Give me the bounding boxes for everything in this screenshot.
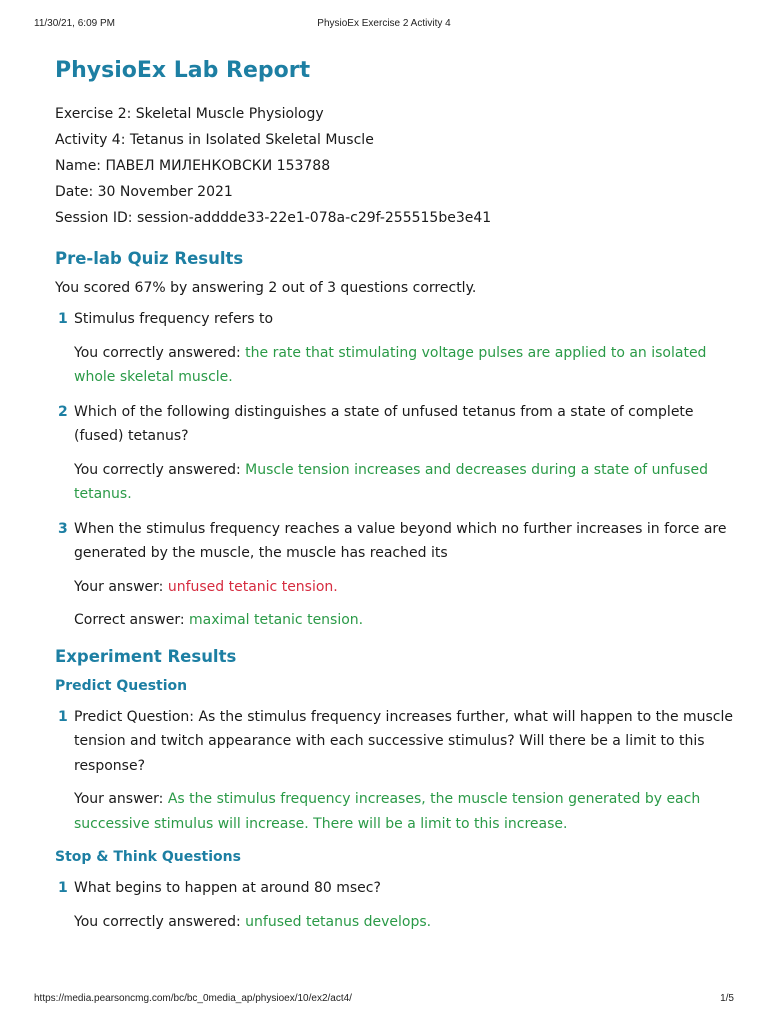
question-text: Stimulus frequency refers to xyxy=(74,311,274,327)
question-number: 1 xyxy=(58,311,68,327)
answer-line xyxy=(74,787,735,836)
correct-answer-text: maximal tetanic tension. xyxy=(189,612,364,628)
answer-text: As the stimulus frequency increases, the muscle tension generated by each successive stimulus will increase. There will be a limit to this increase. xyxy=(74,791,701,832)
lab-report xyxy=(55,55,735,944)
quiz-question xyxy=(55,400,735,507)
stop-think-heading: Stop & Think Questions xyxy=(55,849,241,865)
incorrect-answer-text: unfused tetanic tension. xyxy=(167,578,338,595)
quiz-question xyxy=(55,517,735,633)
question-text: Predict Question: As the stimulus frequency increases further, what will happen to the muscle tension and twitch appearance with each successive stimulus? Will there be a limit to this response? xyxy=(74,708,734,774)
question-number: 1 xyxy=(58,708,68,725)
correct-answer-line xyxy=(74,608,735,633)
answer-label: You correctly answered: xyxy=(74,913,246,930)
correct-answer-text: unfused tetanus develops. xyxy=(245,913,432,930)
question-number: 2 xyxy=(58,403,68,420)
question-text: When the stimulus frequency reaches a value beyond which no further increases in force are generated by the muscle, the muscle has reached its xyxy=(74,520,727,561)
answer-line xyxy=(74,458,735,507)
predict-heading: Predict Question xyxy=(55,677,188,694)
quiz-score: You scored 67% by answering 2 out of 3 questions correctly. xyxy=(55,280,477,296)
prelab-heading: Pre-lab Quiz Results xyxy=(55,249,244,268)
student-name: Name: ПАВЕЛ МИЛЕНКОВСКИ 153788 xyxy=(55,158,331,174)
answer-label: You correctly answered: xyxy=(74,344,246,361)
answer-line xyxy=(74,910,735,935)
predict-question xyxy=(55,705,735,837)
question-number: 1 xyxy=(58,880,68,896)
question-text: Which of the following distinguishes a state of unfused tetanus from a state of complete (fused) tetanus? xyxy=(74,403,694,444)
print-date: 11/30/21, 6:09 PM xyxy=(34,18,115,29)
answer-label: You correctly answered: xyxy=(74,461,246,478)
question-text: What begins to happen at around 80 msec? xyxy=(74,880,381,896)
page-number: 1/5 xyxy=(720,993,734,1004)
report-date: Date: 30 November 2021 xyxy=(55,184,233,200)
report-title: PhysioEx Lab Report xyxy=(55,58,311,83)
report-meta xyxy=(55,105,735,235)
quiz-question xyxy=(55,307,735,390)
activity-line: Activity 4: Tetanus in Isolated Skeletal Muscle xyxy=(55,132,374,148)
exercise-line: Exercise 2: Skeletal Muscle Physiology xyxy=(55,106,324,122)
print-title: PhysioEx Exercise 2 Activity 4 xyxy=(317,18,451,29)
stop-think-question xyxy=(55,876,735,934)
question-number: 3 xyxy=(58,520,68,537)
print-url: https://media.pearsoncmg.com/bc/bc_0media_ap/physioex/10/ex2/act4/ xyxy=(34,993,352,1004)
correct-answer-text: the rate that stimulating voltage pulses are applied to an isolated whole skeletal muscle. xyxy=(74,344,707,385)
experiment-heading: Experiment Results xyxy=(55,646,237,666)
answer-line xyxy=(74,341,735,390)
correct-answer-text: Muscle tension increases and decreases during a state of unfused tetanus. xyxy=(74,461,708,502)
answer-label: Your answer: xyxy=(74,791,168,807)
your-answer-line xyxy=(74,575,735,600)
correct-answer-label: Correct answer: xyxy=(74,612,190,628)
session-id: Session ID: session-adddde33-22e1-078a-c29f-255515be3e41 xyxy=(55,210,492,226)
your-answer-label: Your answer: xyxy=(74,578,168,595)
